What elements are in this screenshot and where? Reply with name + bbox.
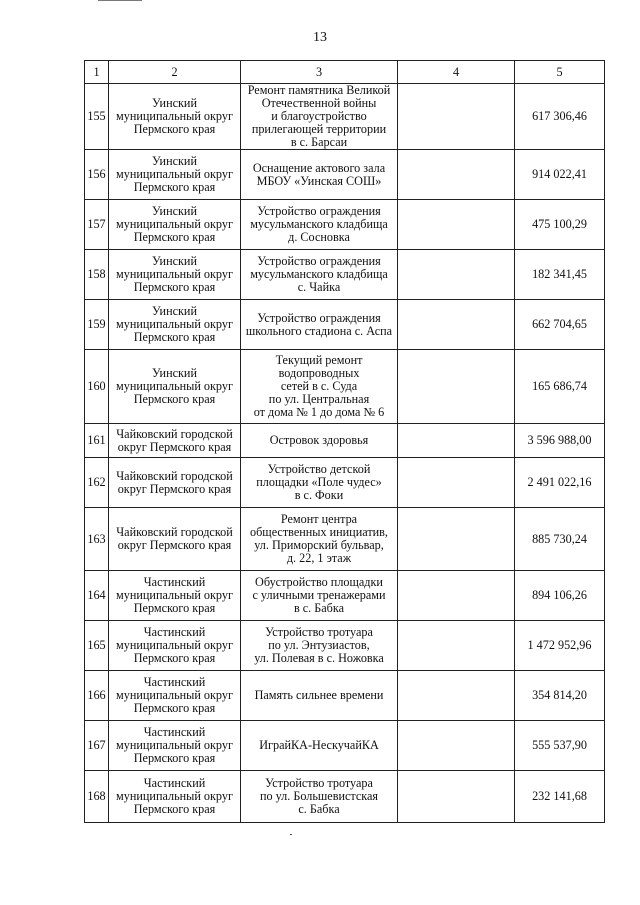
project-cell: Устройство ограждения мусульманского кладбища с. Чайка xyxy=(241,250,398,300)
empty-cell xyxy=(398,508,515,571)
row-number: 158 xyxy=(85,250,109,300)
amount-cell: 354 814,20 xyxy=(515,671,605,721)
project-cell: Устройство детской площадки «Поле чудес» в с. Фоки xyxy=(241,458,398,508)
project-cell: Устройство ограждения школьного стадиона с. Аспа xyxy=(241,300,398,350)
project-cell: Устройство тротуара по ул. Энтузиастов, ул. Полевая в с. Ножовка xyxy=(241,621,398,671)
scan-mark xyxy=(98,0,142,1)
empty-cell xyxy=(398,671,515,721)
row-number: 168 xyxy=(85,771,109,823)
row-number: 159 xyxy=(85,300,109,350)
grants-table xyxy=(84,60,605,823)
row-number: 167 xyxy=(85,721,109,771)
project-cell: Устройство ограждения мусульманского кладбища д. Сосновка xyxy=(241,200,398,250)
territory-cell: Частинский муниципальный округ Пермского края xyxy=(109,771,241,823)
empty-cell xyxy=(398,721,515,771)
project-cell: Память сильнее времени xyxy=(241,671,398,721)
territory-cell: Уинский муниципальный округ Пермского края xyxy=(109,350,241,424)
empty-cell xyxy=(398,150,515,200)
table-row xyxy=(85,84,605,150)
scan-dot xyxy=(290,834,292,835)
amount-cell: 1 472 952,96 xyxy=(515,621,605,671)
table-row xyxy=(85,150,605,200)
empty-cell xyxy=(398,250,515,300)
table-row xyxy=(85,200,605,250)
project-cell: Ремонт центра общественных инициатив, ул. Приморский бульвар, д. 22, 1 этаж xyxy=(241,508,398,571)
amount-cell: 885 730,24 xyxy=(515,508,605,571)
territory-cell: Чайковский городской округ Пермского края xyxy=(109,508,241,571)
project-cell: Островок здоровья xyxy=(241,424,398,458)
amount-cell: 475 100,29 xyxy=(515,200,605,250)
row-number: 161 xyxy=(85,424,109,458)
table-row xyxy=(85,458,605,508)
page-number: 13 xyxy=(313,30,327,45)
header-cell: 1 xyxy=(85,61,109,84)
project-cell: Текущий ремонт водопроводных сетей в с. Суда по ул. Центральная от дома № 1 до дома № 6 xyxy=(241,350,398,424)
row-number: 160 xyxy=(85,350,109,424)
header-cell: 4 xyxy=(398,61,515,84)
empty-cell xyxy=(398,350,515,424)
header-row xyxy=(85,61,605,84)
territory-cell: Уинский муниципальный округ Пермского края xyxy=(109,84,241,150)
table-row xyxy=(85,250,605,300)
project-cell: Оснащение актового зала МБОУ «Уинская СОШ» xyxy=(241,150,398,200)
project-cell: Устройство тротуара по ул. Большевистская с. Бабка xyxy=(241,771,398,823)
territory-cell: Уинский муниципальный округ Пермского края xyxy=(109,200,241,250)
empty-cell xyxy=(398,571,515,621)
amount-cell: 617 306,46 xyxy=(515,84,605,150)
table-row xyxy=(85,721,605,771)
table-row xyxy=(85,300,605,350)
header-cell: 5 xyxy=(515,61,605,84)
territory-cell: Уинский муниципальный округ Пермского края xyxy=(109,300,241,350)
table-row xyxy=(85,571,605,621)
header-cell: 2 xyxy=(109,61,241,84)
amount-cell: 894 106,26 xyxy=(515,571,605,621)
row-number: 166 xyxy=(85,671,109,721)
amount-cell: 555 537,90 xyxy=(515,721,605,771)
row-number: 155 xyxy=(85,84,109,150)
territory-cell: Частинский муниципальный округ Пермского края xyxy=(109,621,241,671)
table-row xyxy=(85,671,605,721)
empty-cell xyxy=(398,300,515,350)
territory-cell: Чайковский городской округ Пермского края xyxy=(109,424,241,458)
amount-cell: 3 596 988,00 xyxy=(515,424,605,458)
amount-cell: 914 022,41 xyxy=(515,150,605,200)
row-number: 163 xyxy=(85,508,109,571)
empty-cell xyxy=(398,200,515,250)
amount-cell: 662 704,65 xyxy=(515,300,605,350)
amount-cell: 165 686,74 xyxy=(515,350,605,424)
row-number: 162 xyxy=(85,458,109,508)
territory-cell: Частинский муниципальный округ Пермского края xyxy=(109,721,241,771)
territory-cell: Уинский муниципальный округ Пермского края xyxy=(109,250,241,300)
territory-cell: Частинский муниципальный округ Пермского края xyxy=(109,671,241,721)
empty-cell xyxy=(398,424,515,458)
row-number: 157 xyxy=(85,200,109,250)
empty-cell xyxy=(398,621,515,671)
table-row xyxy=(85,508,605,571)
project-cell: Обустройство площадки с уличными тренажерами в с. Бабка xyxy=(241,571,398,621)
territory-cell: Частинский муниципальный округ Пермского края xyxy=(109,571,241,621)
territory-cell: Чайковский городской округ Пермского края xyxy=(109,458,241,508)
empty-cell xyxy=(398,458,515,508)
row-number: 156 xyxy=(85,150,109,200)
table-row xyxy=(85,771,605,823)
header-cell: 3 xyxy=(241,61,398,84)
amount-cell: 232 141,68 xyxy=(515,771,605,823)
amount-cell: 2 491 022,16 xyxy=(515,458,605,508)
territory-cell: Уинский муниципальный округ Пермского края xyxy=(109,150,241,200)
row-number: 164 xyxy=(85,571,109,621)
table-row xyxy=(85,621,605,671)
row-number: 165 xyxy=(85,621,109,671)
empty-cell xyxy=(398,771,515,823)
project-cell: ИграйКА-НескучайКА xyxy=(241,721,398,771)
empty-cell xyxy=(398,84,515,150)
project-cell: Ремонт памятника Великой Отечественной войны и благоустройство прилегающей территории в с. Барсаи xyxy=(241,84,398,150)
table-row xyxy=(85,350,605,424)
amount-cell: 182 341,45 xyxy=(515,250,605,300)
table-row xyxy=(85,424,605,458)
